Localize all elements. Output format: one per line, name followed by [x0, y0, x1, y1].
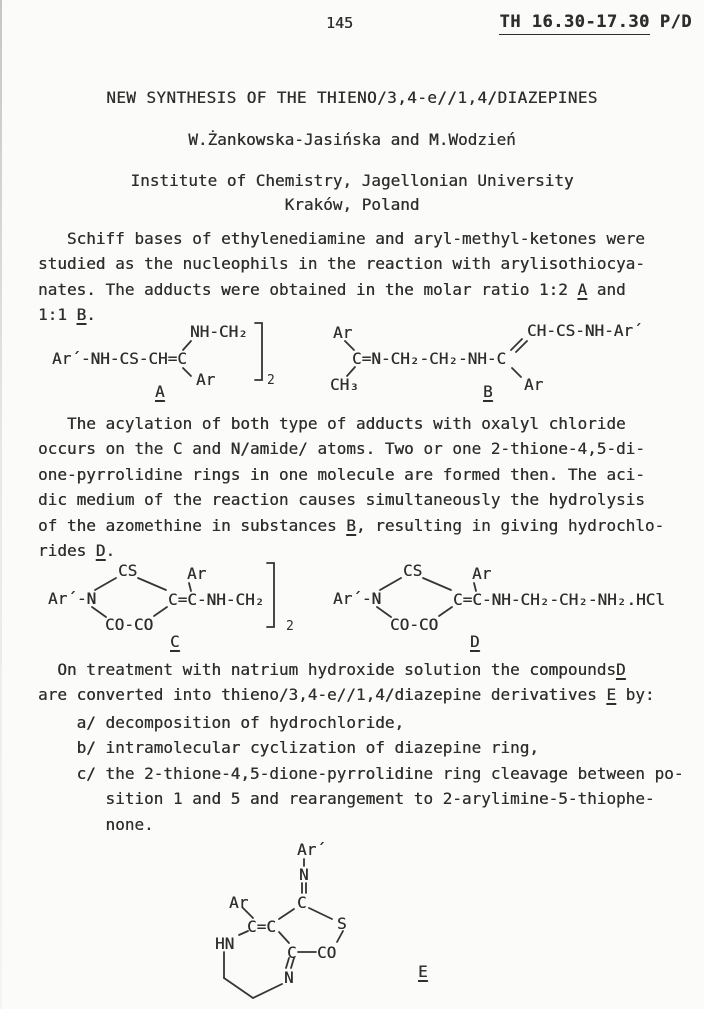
structure-e-lower-carbon: C: [287, 943, 297, 962]
structure-a-label: A: [155, 382, 165, 401]
structure-a: [40, 318, 320, 404]
structure-b: [325, 318, 704, 404]
text-line: Schiff bases of ethylenediamine and aryl-methyl-ketones were: [38, 229, 645, 248]
structure-d-aryl-group: Ar: [472, 564, 492, 583]
structure-e-aryl-group: Ar: [229, 893, 249, 912]
structure-b-aryl-bottom: Ar: [524, 375, 544, 394]
structure-c-bracket-subscript: 2: [286, 619, 294, 634]
structure-c-aryl-group: Ar: [187, 564, 207, 583]
text-line: nates. The adducts were obtained in the molar ratio 1:2 A and: [38, 279, 626, 299]
structure-b-aryl-top: Ar: [333, 323, 353, 342]
structure-a-amine-group: NH-CH₂: [190, 322, 248, 341]
structure-d-thione-group: CS: [403, 561, 423, 580]
structure-e-double-bond-carbons: C=C: [247, 917, 276, 936]
text-line: sition 1 and 5 and rearangement to 2-arylimine-5-thiophe-: [38, 789, 655, 809]
structure-e-ring-nitrogen: N: [284, 968, 294, 987]
session-suffix: P/D: [659, 12, 692, 32]
structure-c-dione-group: CO-CO: [105, 615, 154, 634]
structure-c-side-chain: C=C-NH-CH₂: [168, 590, 265, 609]
structure-d-side-chain: C=C-NH-CH₂-CH₂-NH₂.HCl: [453, 590, 665, 609]
reaction-steps-list: [38, 710, 688, 837]
text-line: a/ decomposition of hydrochloride,: [38, 713, 405, 732]
structure-b-label: B: [483, 382, 493, 401]
structure-e-ring-nh: HN: [215, 934, 235, 953]
structure-c: [40, 558, 340, 652]
structure-e-carbonyl-group: CO: [317, 943, 337, 962]
text-line: b/ intramolecular cyclization of diazepine ring,: [38, 738, 539, 758]
structure-a-aryl-group: Ar: [196, 370, 216, 389]
paper-title: NEW SYNTHESIS OF THE THIENO/3,4-e//1,4/DIAZEPINES: [106, 88, 598, 107]
session-header: [499, 12, 692, 32]
structure-e-label: E: [418, 962, 428, 981]
text-line: are converted into thieno/3,4-e//1,4/diazepine derivatives E by:: [38, 685, 655, 705]
structure-e-imine-carbon: C: [297, 893, 307, 912]
structure-a-chain: Ar´-NH-CS-CH=C: [52, 349, 187, 368]
text-line: of the azomethine in substances B, resulting in giving hydrochlo-: [38, 515, 665, 535]
structure-e: [200, 835, 504, 1009]
text-line: On treatment with natrium hydroxide solution the compoundsD: [38, 660, 626, 679]
text-line: one-pyrrolidine rings in one molecule are formed then. The aci-: [38, 464, 645, 484]
authors: W.Żankowska-Jasińska and M.Wodzień: [188, 130, 516, 149]
text-line: 1:1 B.: [38, 305, 96, 325]
structure-e-sulfur: S: [337, 914, 347, 933]
text-line: rides D.: [38, 540, 116, 560]
paragraph-3: [38, 657, 688, 708]
structure-d-dione-group: CO-CO: [390, 615, 439, 634]
structure-e-aryl-prime: Ar´: [297, 840, 326, 859]
text-line: none.: [38, 814, 154, 834]
text-line: dic medium of the reaction causes simultaneously the hydrolysis: [38, 490, 645, 510]
structure-b-methyl-group: CH₃: [330, 375, 359, 394]
text-line: c/ the 2-thione-4,5-dione-pyrrolidine ring cleavage between po-: [38, 763, 684, 783]
structure-a-bracket-subscript: 2: [267, 373, 275, 388]
page-number: 145: [326, 14, 354, 32]
structure-c-label: C: [170, 632, 180, 651]
structure-b-thioamide-chain: CH-CS-NH-Ar´: [527, 321, 643, 340]
structure-e-imine-nitrogen: N: [299, 865, 309, 884]
structure-d-label: D: [470, 632, 480, 651]
text-line: occurs on the C and N/amide/ atoms. Two or one 2-thione-4,5-di-: [38, 439, 645, 459]
affiliation: Institute of Chemistry, Jagellonian University: [130, 171, 574, 190]
bond-lines-e: [200, 835, 504, 1009]
structure-d-aryl-nitrogen: Ar´-N: [333, 589, 382, 608]
structure-d: [325, 558, 704, 652]
structure-b-main-chain: C=N-CH₂-CH₂-NH-C: [352, 349, 507, 368]
structure-c-aryl-nitrogen: Ar´-N: [48, 589, 97, 608]
structure-c-thione-group: CS: [118, 561, 138, 580]
paragraph-1: [38, 226, 688, 328]
affiliation-city: Kraków, Poland: [284, 195, 420, 214]
paragraph-2: [38, 411, 688, 563]
text-line: The acylation of both type of adducts with oxalyl chloride: [38, 414, 626, 433]
session-code: TH 16.30-17.30: [499, 12, 649, 35]
text-line: studied as the nucleophils in the reaction with arylisothiocya-: [38, 254, 645, 274]
